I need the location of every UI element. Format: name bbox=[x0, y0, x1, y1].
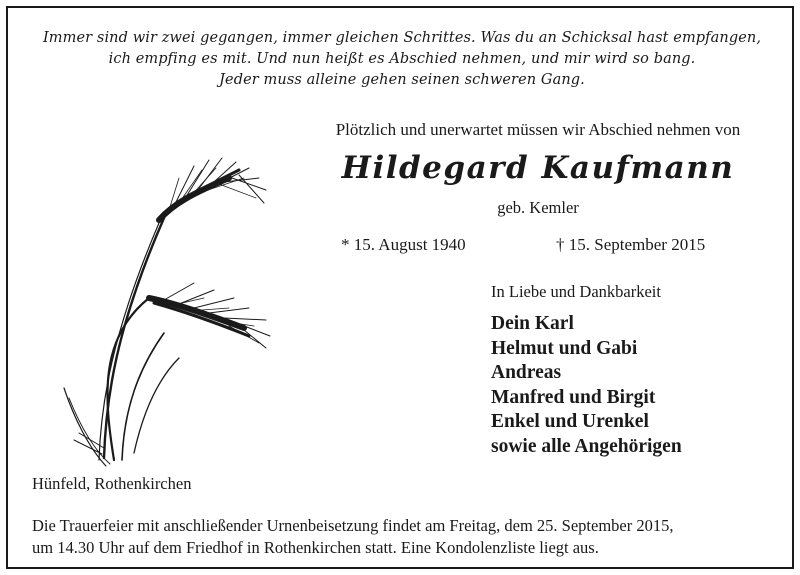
obituary-frame bbox=[6, 6, 794, 569]
wheat-ears-icon bbox=[44, 148, 274, 468]
mourner-item: Enkel und Urenkel bbox=[491, 411, 649, 432]
funeral-notice bbox=[32, 515, 782, 559]
death-date: † 15. September 2015 bbox=[556, 235, 706, 254]
notice-line: um 14.30 Uhr auf dem Friedhof in Rothenkirchen statt. Eine Kondolenzliste liegt aus. bbox=[32, 538, 599, 557]
mourner-item: Manfred und Birgit bbox=[491, 386, 656, 408]
poem-line: ich empfing es mit. Und nun heißt es Abschied nehmen, und mir wird so bang. bbox=[108, 51, 696, 67]
notice-line: Die Trauerfeier mit anschließender Urnenbeisetzung findet am Freitag, dem 25. September 2015, bbox=[32, 516, 674, 535]
mourner-item: sowie alle Angehörigen bbox=[491, 435, 682, 457]
intro-text: Plötzlich und unerwartet müssen wir Abschied nehmen von bbox=[335, 120, 741, 139]
thanks-text: In Liebe und Dankbarkeit bbox=[491, 282, 661, 301]
mourner-item: Andreas bbox=[491, 362, 562, 383]
poem-line: Immer sind wir zwei gegangen, immer gleichen Schrittes. Was du an Schicksal hast empfangen, bbox=[42, 30, 762, 46]
maiden-name: geb. Kemler bbox=[497, 198, 579, 217]
mourner-item: Dein Karl bbox=[491, 313, 574, 334]
place-text: Hünfeld, Rothenkirchen bbox=[32, 474, 192, 493]
poem-line: Jeder muss alleine gehen seinen schweren Gang. bbox=[219, 72, 585, 88]
mourner-item: Helmut und Gabi bbox=[491, 337, 638, 359]
mourners-list bbox=[491, 312, 682, 459]
deceased-name: Hildegard Kaufmann bbox=[341, 150, 735, 186]
poem bbox=[8, 28, 796, 91]
birth-date: * 15. August 1940 bbox=[341, 235, 466, 254]
